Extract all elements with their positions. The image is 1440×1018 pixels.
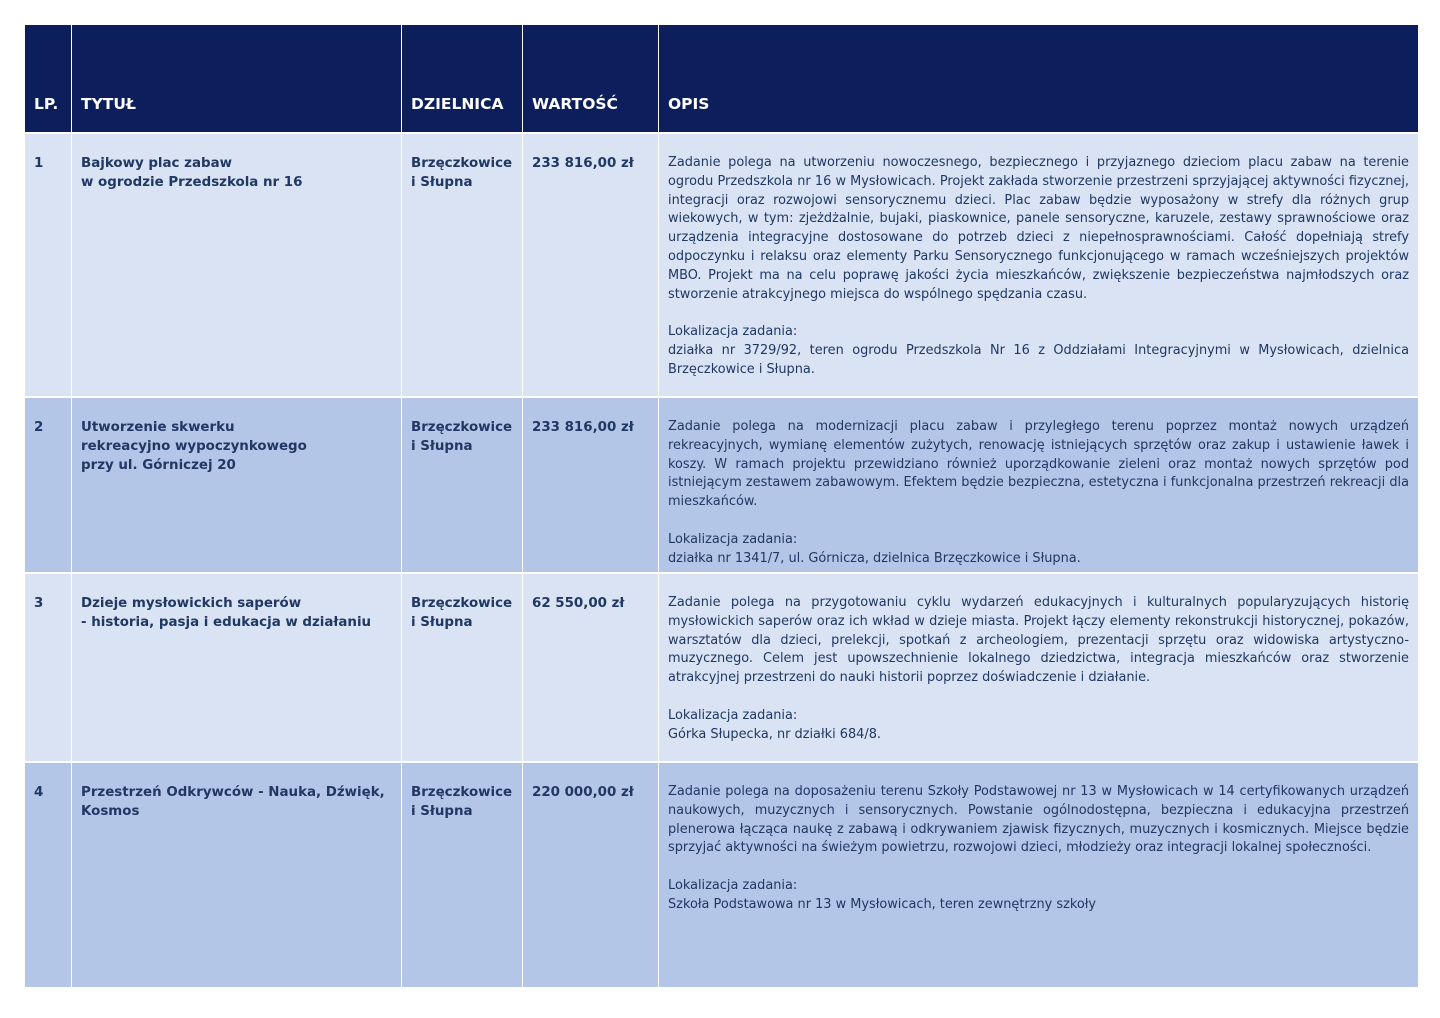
row-2-description bbox=[659, 398, 1418, 574]
header-opis: OPIS bbox=[659, 25, 1418, 134]
row-1-title bbox=[72, 134, 402, 398]
row-4-district-line: i Słupna bbox=[411, 804, 473, 819]
row-3-district-line: Brzęczkowice bbox=[411, 596, 513, 611]
row-2-title-line: Utworzenie skwerku bbox=[81, 420, 235, 435]
row-3-description bbox=[659, 574, 1418, 763]
row-1-district-line: i Słupna bbox=[411, 175, 473, 190]
row-3-title-line: - historia, pasja i edukacja w działaniu bbox=[81, 615, 372, 630]
row-3-location: Górka Słupecka, nr działki 684/8. bbox=[668, 726, 882, 742]
row-1-district-line: Brzęczkowice bbox=[411, 156, 513, 171]
row-4-value: 220 000,00 zł bbox=[523, 763, 659, 989]
header-wartosc: WARTOŚĆ bbox=[523, 25, 659, 134]
row-4-district bbox=[402, 763, 523, 989]
row-4-location: Szkoła Podstawowa nr 13 w Mysłowicach, teren zewnętrzny szkoły bbox=[668, 896, 1097, 912]
row-4-lp: 4 bbox=[25, 763, 72, 989]
row-3-description-text: Zadanie polega na przygotowaniu cyklu wydarzeń edukacyjnych i kulturalnych popularyzujących historię mysłowickich saperów oraz ich wkład w dzieje miasta. Projekt łączy elementy rekonstrukcji historycznej, pokazów, warsztatów dla dzieci, prelekcji, spotkań z archeologiem, prezentacji sprzętu oraz widowiska artystyczno-muzycznego. Celem jest upowszechnienie lokalnego dziedzictwa, integracja mieszkańców oraz stworzenie atrakcyjnej przestrzeni do nauki historii poprzez doświadczenie i działanie. bbox=[668, 595, 1409, 686]
row-1-value: 233 816,00 zł bbox=[523, 134, 659, 398]
row-1-lp: 1 bbox=[25, 134, 72, 398]
row-2-location: działka nr 1341/7, ul. Górnicza, dzielnica Brzęczkowice i Słupna. bbox=[668, 550, 1081, 566]
row-3-district-line: i Słupna bbox=[411, 615, 473, 630]
row-1-description bbox=[659, 134, 1418, 398]
row-1-district bbox=[402, 134, 523, 398]
row-2-description-text: Zadanie polega na modernizacji placu zabaw i przyległego terenu poprzez montaż nowych urządzeń rekreacyjnych, wymianę elementów zużytych, renowację istniejących sprzętów oraz zakup i ustawienie ławek i koszy. W ramach projektu przewidziano również uporządkowanie zieleni oraz montaż nowych sprzętów pod istniejącym zestawem zabawowym. Efektem będzie bezpieczna, estetyczna i funkcjonalna przestrzeń rekreacji dla mieszkańców. bbox=[668, 419, 1409, 510]
row-3-district bbox=[402, 574, 523, 763]
row-3-location-label: Lokalizacja zadania: bbox=[668, 707, 798, 723]
row-4-district-line: Brzęczkowice bbox=[411, 785, 513, 800]
row-1-location: działka nr 3729/92, teren ogrodu Przedszkola Nr 16 z Oddziałami Integracyjnymi w Mysłowicach, dzielnica Brzęczkowice i Słupna. bbox=[668, 342, 1409, 377]
row-1-description-text: Zadanie polega na utworzeniu nowoczesnego, bezpiecznego i przyjaznego dzieciom placu zabaw na terenie ogrodu Przedszkola nr 16 w Mysłowicach. Projekt zakłada stworzenie przestrzeni sprzyjającej aktywności fizycznej, integracji oraz rozwojowi sensorycznemu dzieci. Plac zabaw będzie wyposażony w strefy dla różnych grup wiekowych, w tym: zjeżdżalnie, bujaki, piaskownice, panele sensoryczne, karuzele, zestawy sprawnościowe oraz urządzenia integracyjne dostosowane do potrzeb dzieci z niepełnosprawnościami. Całość dopełniają strefy odpoczynku i relaksu oraz elementy Parku Sensorycznego funkcjonującego w ramach wcześniejszych projektów MBO. Projekt ma na celu poprawę jakości życia mieszkańców, zwiększenie bezpieczeństwa najmłodszych oraz stworzenie atrakcyjnego miejsca do wspólnego spędzania czasu. bbox=[668, 155, 1409, 302]
row-2-district bbox=[402, 398, 523, 574]
row-2-title bbox=[72, 398, 402, 574]
row-2-district-line: Brzęczkowice bbox=[411, 420, 513, 435]
row-3-lp: 3 bbox=[25, 574, 72, 763]
row-1-location-label: Lokalizacja zadania: bbox=[668, 324, 798, 340]
row-2-title-line: przy ul. Górniczej 20 bbox=[81, 458, 236, 473]
header-tytul: TYTUŁ bbox=[72, 25, 402, 134]
row-3-value: 62 550,00 zł bbox=[523, 574, 659, 763]
row-2-location-label: Lokalizacja zadania: bbox=[668, 531, 798, 547]
row-2-lp: 2 bbox=[25, 398, 72, 574]
row-3-title-line: Dzieje mysłowickich saperów bbox=[81, 596, 302, 611]
row-3-title bbox=[72, 574, 402, 763]
row-4-title-line: Przestrzeń Odkrywców - Nauka, Dźwięk, Kosmos bbox=[81, 785, 385, 819]
projects-table bbox=[25, 25, 1418, 989]
header-dzielnica: DZIELNICA bbox=[402, 25, 523, 134]
row-2-value: 233 816,00 zł bbox=[523, 398, 659, 574]
row-1-title-line: Bajkowy plac zabaw bbox=[81, 156, 232, 171]
row-4-description bbox=[659, 763, 1418, 989]
row-2-district-line: i Słupna bbox=[411, 439, 473, 454]
row-1-title-line: w ogrodzie Przedszkola nr 16 bbox=[81, 175, 303, 190]
header-lp: LP. bbox=[25, 25, 72, 134]
row-4-title bbox=[72, 763, 402, 989]
row-4-location-label: Lokalizacja zadania: bbox=[668, 877, 798, 893]
row-2-title-line: rekreacyjno wypoczynkowego bbox=[81, 439, 307, 454]
row-4-description-text: Zadanie polega na doposażeniu terenu Szkoły Podstawowej nr 13 w Mysłowicach w 14 certyfikowanych urządzeń naukowych, muzycznych i sensorycznych. Powstanie ogólnodostępna, bezpieczna i edukacyjna przestrzeń plenerowa łącząca naukę z zabawą i odkrywaniem zjawisk fizycznych, muzycznych i kosmicznych. Miejsce będzie sprzyjać aktywności na świeżym powietrzu, rozwojowi dzieci, młodzieży oraz integracji lokalnej społeczności. bbox=[668, 784, 1409, 856]
